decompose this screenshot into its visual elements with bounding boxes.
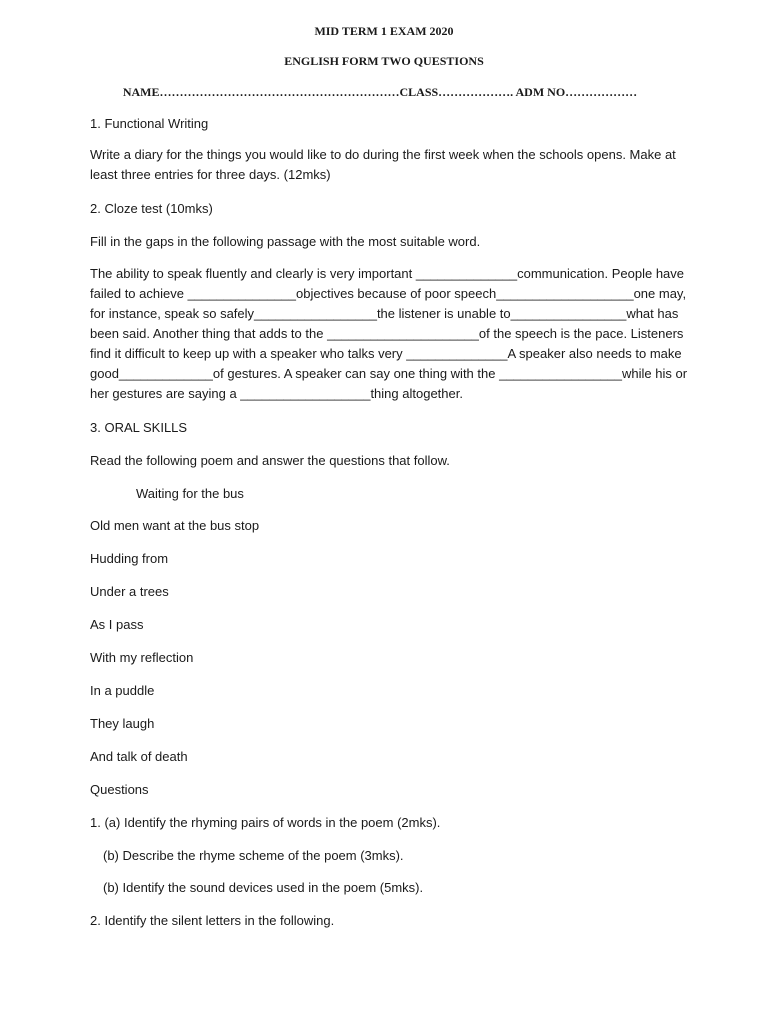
poem-line: And talk of death [90, 749, 188, 764]
q2-heading: 2. Cloze test (10mks) [90, 201, 213, 216]
cloze-line: for instance, speak so safely_________________the listener is unable to________________what has [90, 306, 679, 321]
q3-instruction: Read the following poem and answer the questions that follow. [90, 453, 450, 468]
cloze-line: been said. Another thing that adds to the _____________________of the speech is the pace. Listeners [90, 326, 684, 341]
poem-line: They laugh [90, 716, 155, 731]
question-item: (b) Identify the sound devices used in the poem (5mks). [103, 880, 424, 895]
poem-line: Hudding from [90, 551, 169, 566]
poem-line: With my reflection [90, 650, 194, 665]
question-item: 1. (a) Identify the rhyming pairs of words in the poem (2mks). [90, 815, 441, 830]
student-details-line: NAME……………………………………………………CLASS………………. ADM NO……………… [122, 85, 638, 99]
q1-line: least three entries for three days. (12mks) [90, 167, 331, 182]
poem-line: Old men want at the bus stop [90, 518, 260, 533]
questions-label: Questions [90, 782, 149, 797]
q1-line: Write a diary for the things you would like to do during the first week when the schools opens. Make at [90, 147, 676, 162]
poem-line: Under a trees [90, 584, 169, 599]
q1-heading: 1. Functional Writing [90, 116, 209, 131]
poem-line: As I pass [90, 617, 144, 632]
exam-subtitle: ENGLISH FORM TWO QUESTIONS [284, 54, 484, 68]
poem-line: In a puddle [90, 683, 155, 698]
cloze-line: The ability to speak fluently and clearly is very important ______________communication. People have [90, 266, 685, 281]
cloze-line: failed to achieve _______________objectives because of poor speech___________________one may, [90, 286, 687, 301]
question-item: 2. Identify the silent letters in the following. [90, 913, 335, 928]
cloze-passage [90, 264, 688, 404]
cloze-line: her gestures are saying a __________________thing altogether. [90, 386, 463, 401]
exam-title: MID TERM 1 EXAM 2020 [314, 24, 454, 38]
cloze-line: find it difficult to keep up with a speaker who talks very ______________A speaker also needs to make [90, 346, 682, 361]
q3-heading: 3. ORAL SKILLS [90, 420, 188, 435]
poem-title: Waiting for the bus [136, 486, 244, 501]
question-item: (b) Describe the rhyme scheme of the poem (3mks). [103, 848, 404, 863]
cloze-line: good_____________of gestures. A speaker can say one thing with the _________________while his or [90, 366, 688, 381]
q2-instruction: Fill in the gaps in the following passage with the most suitable word. [90, 234, 481, 249]
q1-instructions [90, 145, 680, 185]
